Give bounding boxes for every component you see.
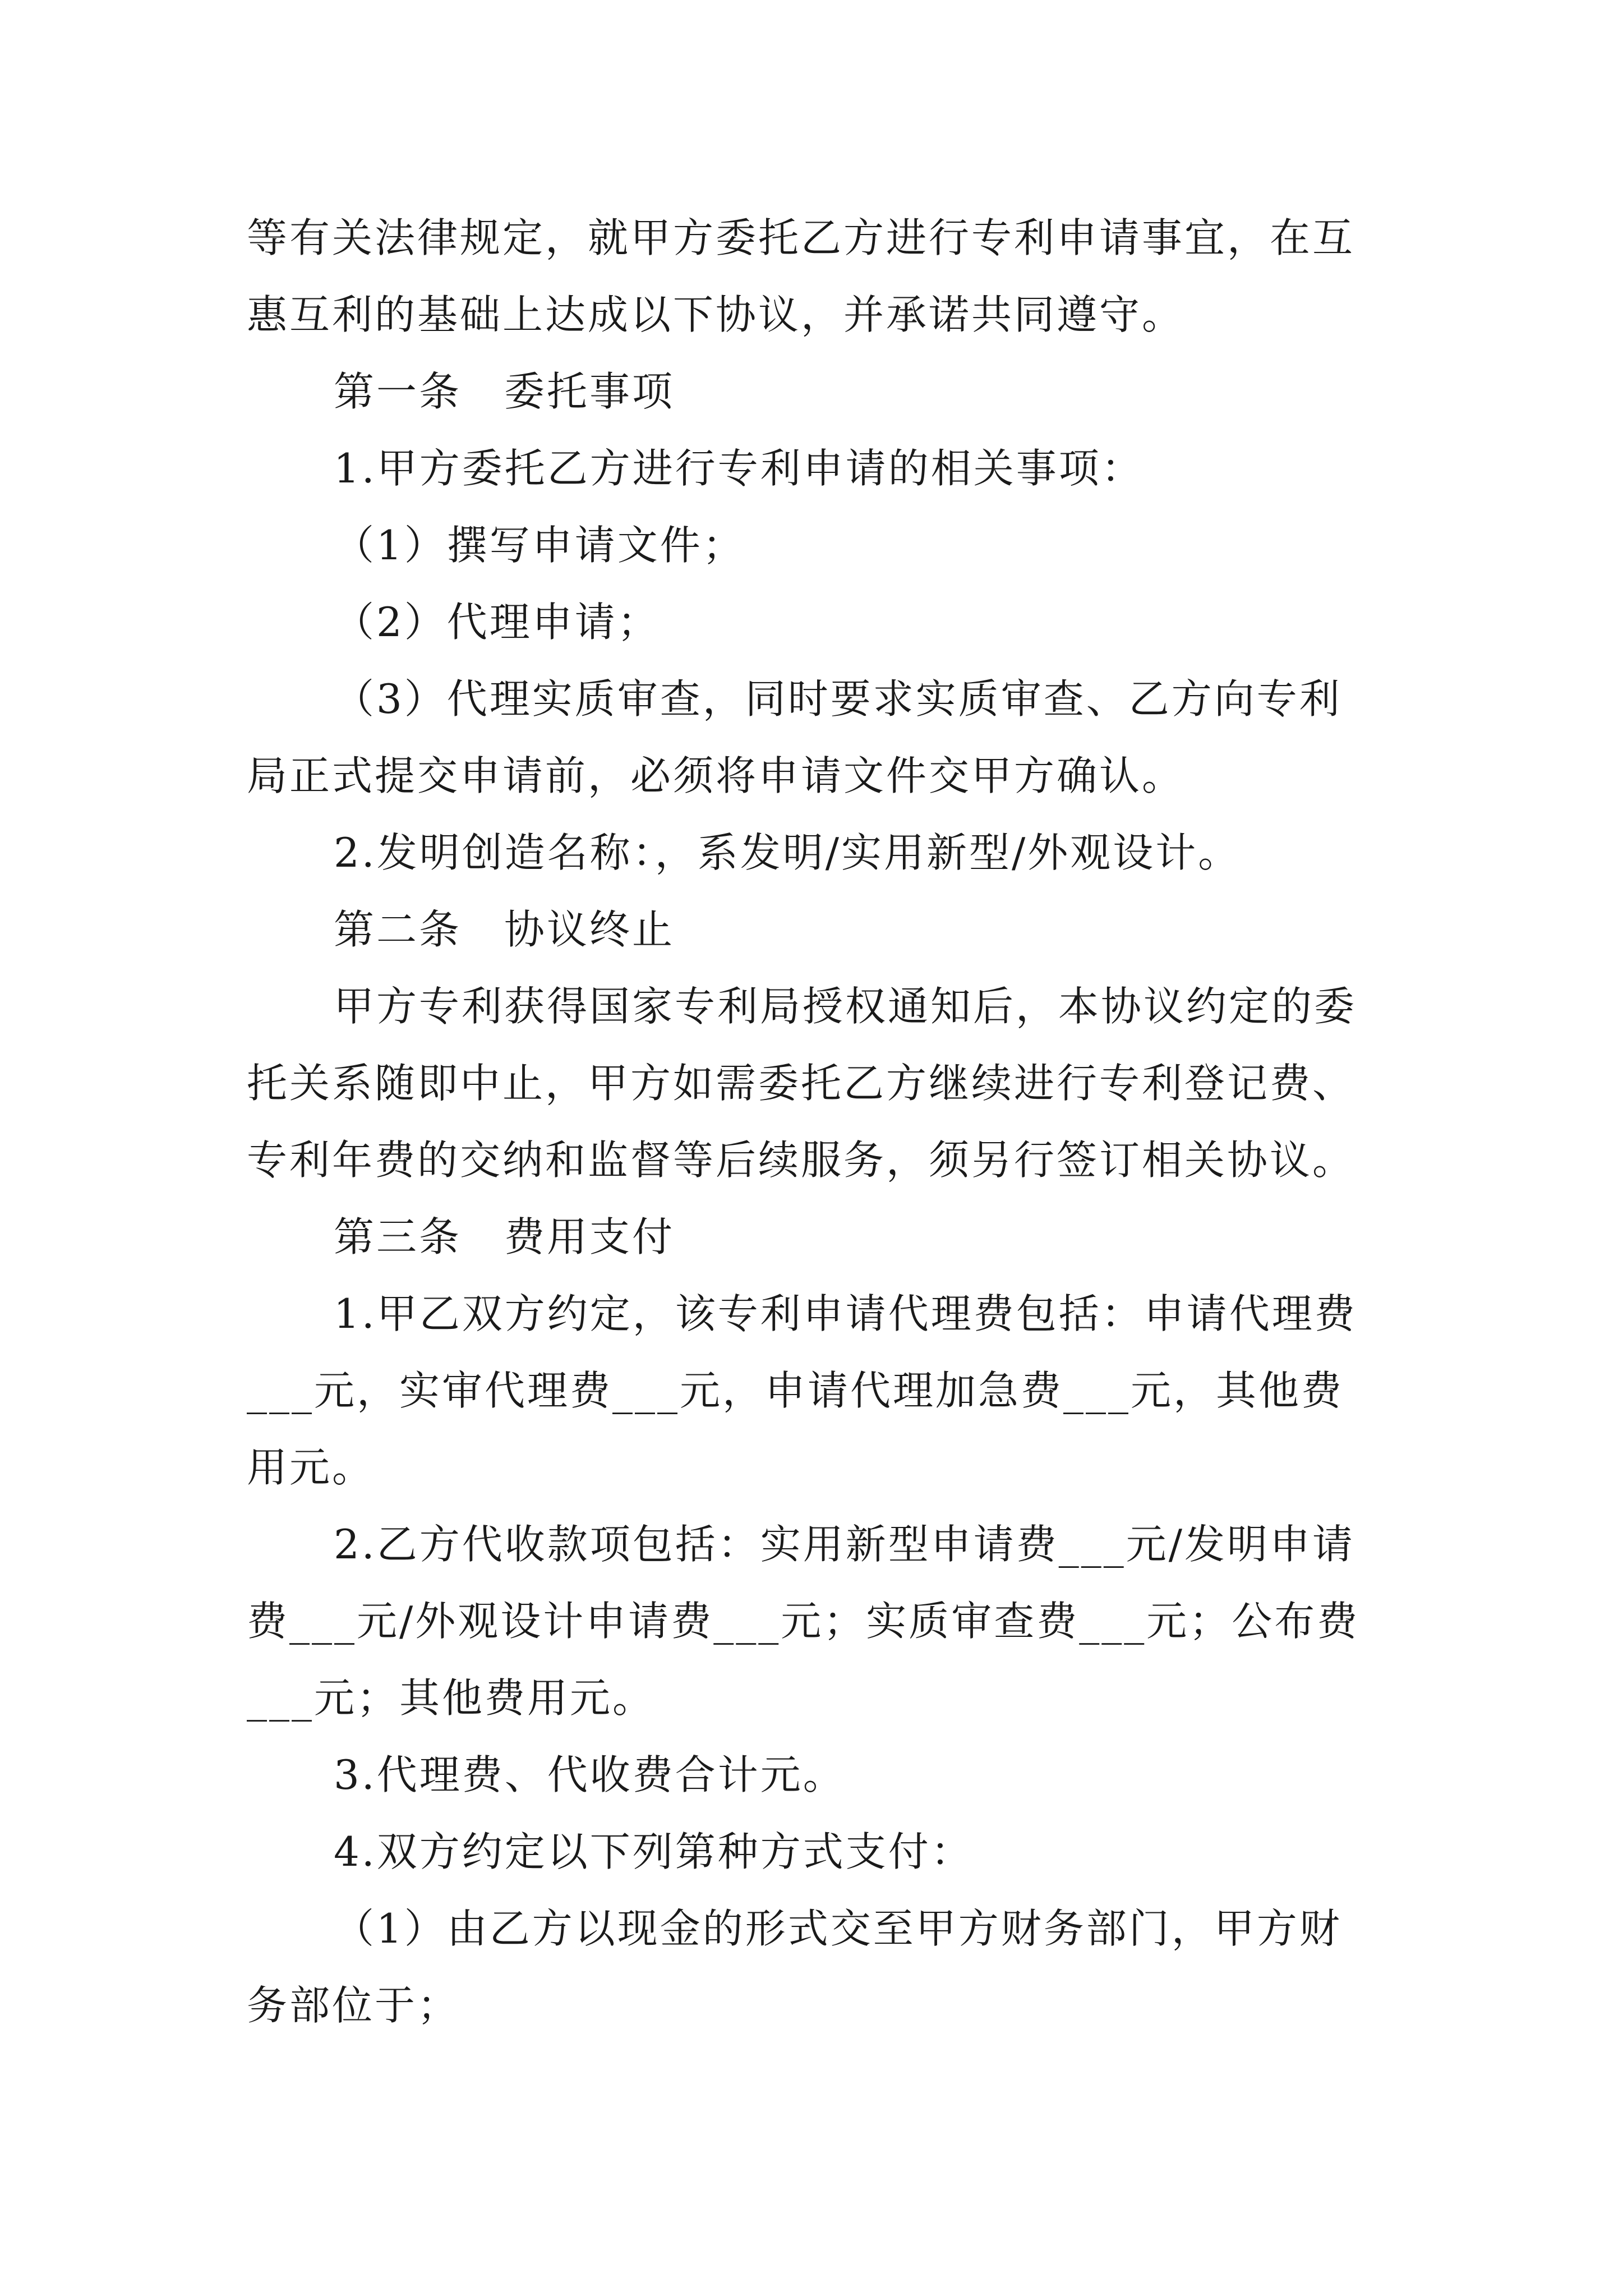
article-heading-3: 第三条 费用支付 <box>334 1213 675 1260</box>
text-line: 用元。 <box>247 1444 375 1491</box>
text-line: ___元，实审代理费___元，申请代理加急费___元，其他费 <box>247 1367 1344 1414</box>
text-line: 4.双方约定以下列第种方式支付： <box>334 1828 974 1875</box>
document-body <box>247 200 1385 2044</box>
text-line: 2.乙方代收款项包括：实用新型申请费___元/发明申请 <box>334 1521 1355 1568</box>
article-heading-1: 第一条 委托事项 <box>334 368 675 415</box>
article-heading-2: 第二条 协议终止 <box>334 906 675 953</box>
text-line: 专利年费的交纳和监督等后续服务，须另行签订相关协议。 <box>247 1137 1355 1184</box>
list-item: （3）代理实质审查，同时要求实质审查、乙方向专利 <box>334 675 1342 723</box>
text-line: 惠互利的基础上达成以下协议，并承诺共同遵守。 <box>247 291 1185 338</box>
text-line: 1.甲方委托乙方进行专利申请的相关事项： <box>334 445 1144 492</box>
text-line: 1.甲乙双方约定，该专利申请代理费包括：申请代理费 <box>334 1290 1357 1337</box>
text-line: 局正式提交申请前，必须将申请文件交甲方确认。 <box>247 752 1185 799</box>
list-item: （1）撰写申请文件； <box>334 522 745 569</box>
text-line: 等有关法律规定，就甲方委托乙方进行专利申请事宜，在互 <box>247 214 1355 261</box>
text-line: 甲方专利获得国家专利局授权通知后，本协议约定的委 <box>334 983 1357 1030</box>
text-line: 托关系随即中止，甲方如需委托乙方继续进行专利登记费、 <box>247 1060 1355 1107</box>
text-line: 2.发明创造名称：，系发明/实用新型/外观设计。 <box>334 829 1241 876</box>
list-item: （1）由乙方以现金的形式交至甲方财务部门，甲方财 <box>334 1905 1342 1952</box>
text-line: 务部位于； <box>247 1982 460 2029</box>
text-line: 3.代理费、代收费合计元。 <box>334 1751 846 1798</box>
text-line: 费___元/外观设计申请费___元；实质审查费___元；公布费 <box>247 1598 1360 1645</box>
list-item: （2）代理申请； <box>334 599 660 646</box>
text-line: ___元；其他费用元。 <box>247 1674 656 1722</box>
